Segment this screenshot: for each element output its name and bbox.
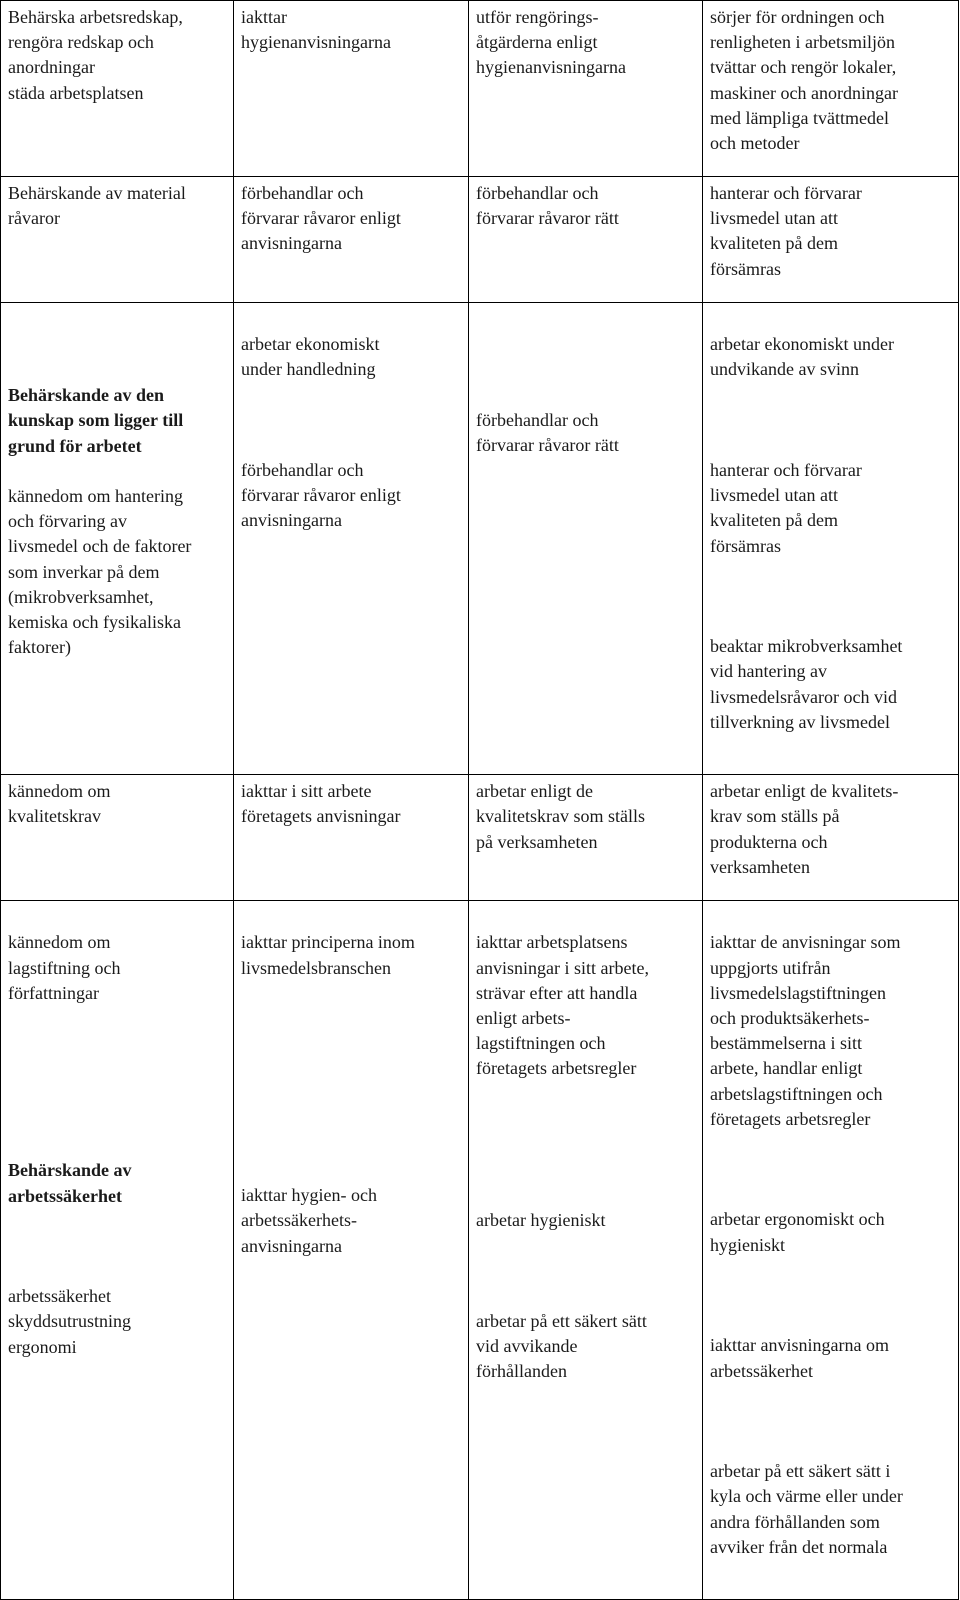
cell-area: [1, 775, 234, 901]
cell-text: arbetar på ett säkert sätt i kyla och värme eller under andra förhållanden som avviker från det normala: [710, 1461, 903, 1557]
cell-text: utför rengörings- åtgärderna enligt hygienanvisningarna: [476, 7, 626, 78]
cell-level-1: [234, 303, 469, 775]
cell-level-3: [703, 775, 959, 901]
table-row: [1, 177, 959, 303]
cell-text: kännedom om hantering och förvaring av livsmedel och de faktorer som inverkar på dem (mikrobverksamhet, kemiska och fysikaliska faktorer): [8, 486, 192, 658]
cell-level-2: [469, 303, 703, 775]
cell-area: [1, 177, 234, 303]
cell-level-2: [469, 775, 703, 901]
cell-text: Behärska arbetsredskap, rengöra redskap och anordningar städa arbetsplatsen: [8, 7, 183, 103]
cell-text: iakttar principerna inom livsmedelsbranschen: [241, 932, 415, 978]
cell-text: hanterar och förvarar livsmedel utan att kvaliteten på dem försämras: [710, 183, 862, 279]
cell-text: arbetar enligt de kvalitetskrav som ställs på verksamheten: [476, 781, 645, 852]
cell-area: [1, 1, 234, 177]
cell-text: förbehandlar och förvarar råvaror rätt: [476, 410, 619, 456]
cell-text: iakttar hygien- och arbetssäkerhets- anvisningarna: [241, 1185, 377, 1256]
cell-text: arbetar ergonomiskt och hygieniskt: [710, 1209, 885, 1255]
cell-text: iakttar arbetsplatsens anvisningar i sitt arbete, strävar efter att handla enligt arbets- lagstiftningen och företagets arbetsregler: [476, 932, 649, 1079]
cell-text: beaktar mikrobverksamhet vid hantering av livsmedelsråvaror och vid tillverkning av livsmedel: [710, 636, 903, 732]
table-row: [1, 303, 959, 775]
cell-text: hanterar och förvarar livsmedel utan att kvaliteten på dem försämras: [710, 460, 862, 556]
cell-level-3: [703, 1, 959, 177]
cell-text: iakttar de anvisningar som uppgjorts utifrån livsmedelslagstiftningen och produktsäkerhets- bestämmelserna i sitt arbete, handlar enligt arbetslagstiftningen och företagets arbetsregler: [710, 932, 901, 1129]
cell-text: arbetar ekonomiskt under undvikande av svinn: [710, 334, 894, 380]
cell-text: förbehandlar och förvarar råvaror enligt anvisningarna: [241, 460, 401, 531]
cell-area: [1, 303, 234, 775]
cell-text: arbetar hygieniskt: [476, 1210, 606, 1231]
cell-heading: Behärskande av den kunskap som ligger till grund för arbetet: [8, 385, 184, 456]
cell-text: arbetssäkerhet skyddsutrustning ergonomi: [8, 1286, 132, 1357]
cell-text: iakttar anvisningarna om arbetssäkerhet: [710, 1335, 889, 1381]
cell-level-1: [234, 775, 469, 901]
cell-level-2: [469, 177, 703, 303]
cell-area: [1, 901, 234, 1600]
cell-heading: Behärskande av arbetssäkerhet: [8, 1160, 132, 1206]
table-row: [1, 1, 959, 177]
cell-text: Behärskande av material råvaror: [8, 183, 186, 229]
table-row: [1, 901, 959, 1600]
cell-level-2: [469, 901, 703, 1600]
cell-text: arbetar enligt de kvalitets- krav som ställs på produkterna och verksamheten: [710, 781, 899, 877]
table-row: [1, 775, 959, 901]
cell-level-1: [234, 1, 469, 177]
cell-text: arbetar ekonomiskt under handledning: [241, 334, 380, 380]
cell-level-1: [234, 177, 469, 303]
cell-level-3: [703, 303, 959, 775]
cell-level-2: [469, 1, 703, 177]
cell-level-3: [703, 177, 959, 303]
cell-text: iakttar hygienanvisningarna: [241, 7, 391, 53]
cell-text: iakttar i sitt arbete företagets anvisningar: [241, 781, 401, 827]
cell-text: sörjer för ordningen och renligheten i arbetsmiljön tvättar och rengör lokaler, maskiner och anordningar med lämpliga tvättmedel och metoder: [710, 7, 898, 154]
cell-text: kännedom om kvalitetskrav: [8, 781, 111, 827]
cell-text: arbetar på ett säkert sätt vid avvikande förhållanden: [476, 1310, 647, 1382]
cell-text: förbehandlar och förvarar råvaror enligt anvisningarna: [241, 183, 401, 254]
cell-text: kännedom om lagstiftning och författningar: [8, 932, 121, 1003]
cell-text: förbehandlar och förvarar råvaror rätt: [476, 183, 619, 229]
cell-level-1: [234, 901, 469, 1600]
cell-level-3: [703, 901, 959, 1600]
